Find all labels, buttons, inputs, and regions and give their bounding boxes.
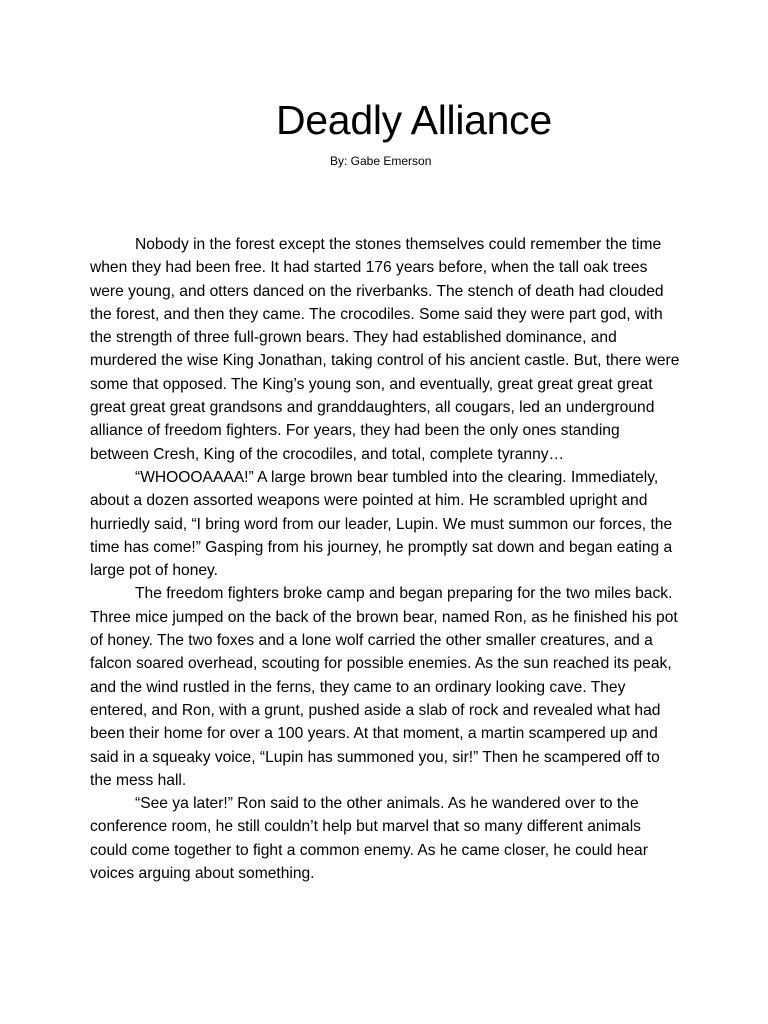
story-body xyxy=(90,233,680,885)
document-title: Deadly Alliance xyxy=(276,97,552,143)
story-paragraph: The freedom fighters broke camp and began preparing for the two miles back. Three mice jumped on the back of the brown bear, named Ron, as he finished his pot of honey. The two foxes and a lone wolf carried the other smaller creatures, and a falcon soared overhead, scouting for possible enemies. As the sun reached its peak, and the wind rustled in the ferns, they came to an ordinary looking cave. They entered, and Ron, with a grunt, pushed aside a slab of rock and revealed what had been their home for over a 100 years. At that moment, a martin scampered up and said in a squeaky voice, “Lupin has summoned you, sir!” Then he scampered off to the mess hall. xyxy=(90,585,678,789)
author-byline: By: Gabe Emerson xyxy=(330,154,432,168)
story-paragraph: “WHOOOAAAA!” A large brown bear tumbled into the clearing. Immediately, about a dozen assorted weapons were pointed at him. He scrambled upright and hurriedly said, “I bring word from our leader, Lupin. We must summon our forces, the time has come!” Gasping from his journey, he promptly sat down and began eating a large pot of honey. xyxy=(90,468,673,580)
story-paragraph: Nobody in the forest except the stones themselves could remember the time when they had been free. It had started 176 years before, when the tall oak trees were young, and otters danced on the riverbanks. The stench of death had clouded the forest, and then they came. The crocodiles. Some said they were part god, with the strength of three full-grown bears. They had established dominance, and murdered the wise King Jonathan, taking control of his ancient castle. But, there were some that opposed. The King’s young son, and eventually, great great great great great great great grandsons and granddaughters, all cougars, led an underground alliance of freedom fighters. For years, they had been the only ones standing between Cresh, King of the crocodiles, and total, complete tyranny… xyxy=(90,236,680,463)
story-paragraph: “See ya later!” Ron said to the other animals. As he wandered over to the conference room, he still couldn’t help but marvel that so many different animals could come together to fight a common enemy. As he came closer, he could hear voices arguing about something. xyxy=(90,795,648,883)
